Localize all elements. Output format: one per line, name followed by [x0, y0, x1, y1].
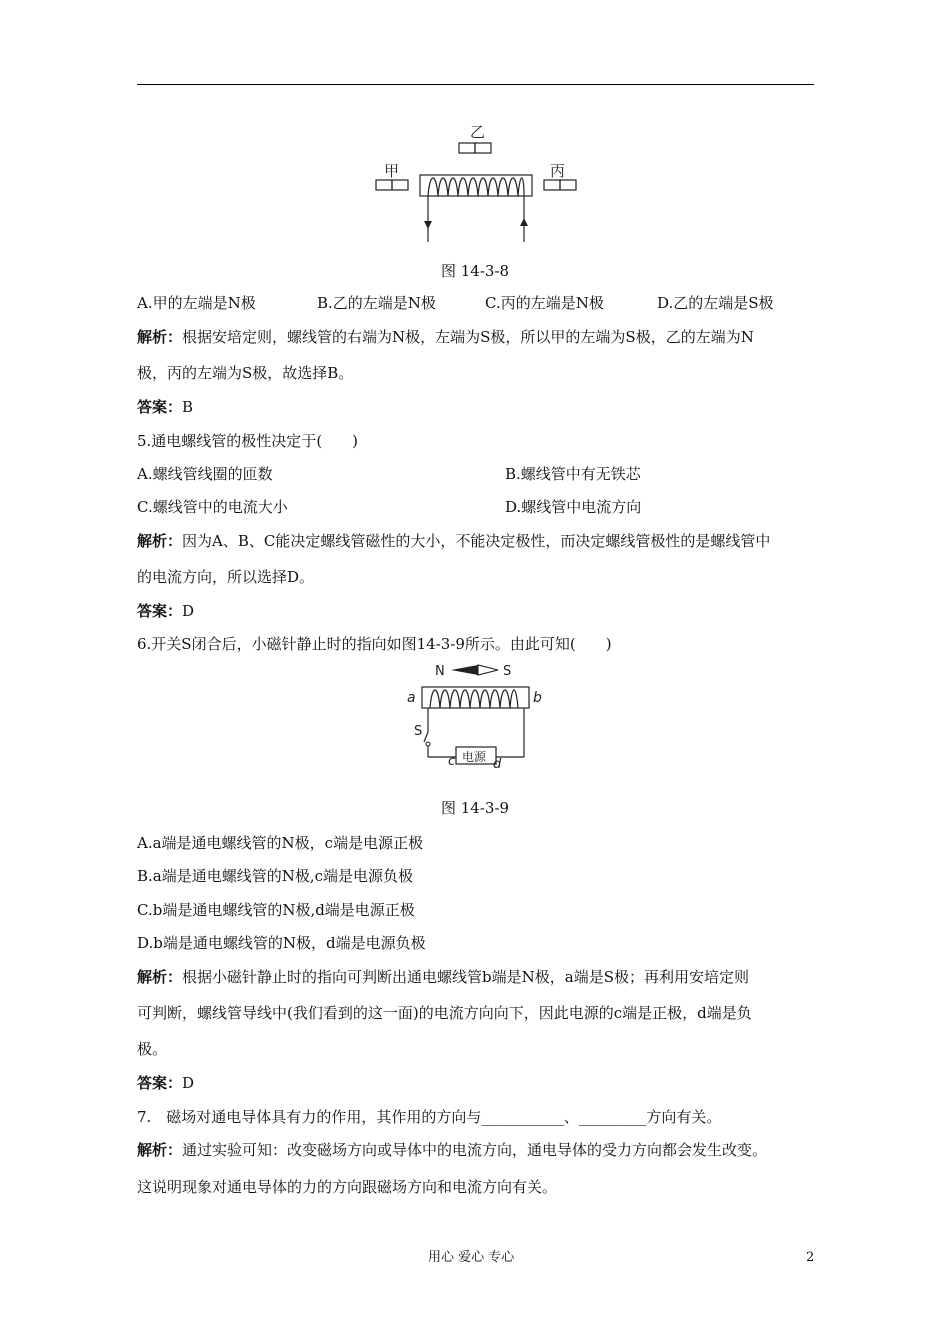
magnet-yi-right: [475, 143, 491, 153]
q5-option-d: D.螺线管中电流方向: [505, 498, 642, 516]
q6-analysis-line3: 极。: [137, 1040, 168, 1058]
q6-analysis-line2: 可判断，螺线管导线中(我们看到的这一面)的电流方向向下，因此电源的c端是正极，d端是负: [137, 1004, 752, 1022]
q4-option-c: C.丙的左端是N极: [485, 294, 604, 312]
analysis-label: 解析：: [137, 1141, 183, 1159]
caption-14-3-8: 图 14-3-8: [441, 262, 510, 280]
answer-value: B: [182, 398, 194, 416]
q5-analysis-line1: [137, 531, 770, 551]
q4-analysis-text1: 根据安培定则，螺线管的右端为N极，左端为S极，所以甲的左端为S极，乙的左端为N: [182, 328, 754, 346]
q4-option-a: A.甲的左端是N极: [137, 294, 256, 312]
q6-option-d: D.b端是通电螺线管的N极，d端是电源负极: [137, 934, 426, 952]
q7-analysis-line1: [137, 1140, 767, 1160]
q4-analysis-line2: 极，丙的左端为S极，故选择B。: [137, 364, 354, 382]
q4-option-b: B.乙的左端是N极: [317, 294, 436, 312]
magnet-jia-right: [392, 180, 408, 190]
switch-contact: [426, 742, 430, 746]
switch-blade: [424, 732, 428, 742]
figure-14-3-8: [370, 120, 610, 245]
needle-n-label: N: [435, 664, 445, 679]
switch-label: S: [414, 724, 423, 739]
q6-answer: [137, 1073, 194, 1093]
q5-answer: [137, 601, 194, 621]
label-jia: 甲: [384, 162, 400, 180]
magnet-bing-right: [560, 180, 576, 190]
terminal-c-label: c: [448, 754, 456, 769]
q4-answer: [137, 397, 193, 417]
q6-analysis-text1: 根据小磁针静止时的指向可判断出通电螺线管b端是N极，a端是S极；再利用安培定则: [182, 968, 749, 986]
q6-option-c: C.b端是通电螺线管的N极,d端是电源正极: [137, 901, 415, 919]
answer-label: 答案：: [137, 398, 183, 416]
label-bing: 丙: [550, 162, 566, 180]
terminal-d-label: d: [493, 757, 502, 772]
magnet-bing-left: [544, 180, 560, 190]
arrow-down-left: [424, 221, 432, 229]
q6-option-a: A.a端是通电螺线管的N极，c端是电源正极: [137, 834, 424, 852]
answer-label: 答案：: [137, 1074, 183, 1092]
page-number: 2: [806, 1250, 815, 1265]
end-a-label: a: [407, 690, 416, 706]
needle-south-half: [478, 665, 498, 675]
q7-analysis-line2: 这说明现象对通电导体的力的方向跟磁场方向和电流方向有关。: [137, 1178, 558, 1196]
q5-option-b: B.螺线管中有无铁芯: [505, 465, 641, 483]
q6-question: 6.开关S闭合后，小磁针静止时的指向如图14-3-9所示。由此可知( ): [137, 635, 612, 653]
analysis-label: 解析：: [137, 532, 183, 550]
q4-option-d: D.乙的左端是S极: [657, 294, 774, 312]
label-yi: 乙: [470, 123, 486, 141]
q7-analysis-text1: 通过实验可知：改变磁场方向或导体中的电流方向，通电导体的受力方向都会发生改变。: [182, 1141, 768, 1159]
solenoid-coil: [428, 178, 524, 196]
power-source-label: 电源: [462, 750, 487, 764]
arrow-up-right: [520, 218, 528, 226]
needle-north-half: [451, 665, 478, 675]
q6-analysis-line1: [137, 967, 749, 987]
caption-14-3-9: 图 14-3-9: [441, 799, 510, 817]
q5-analysis-line2: 的电流方向，所以选择D。: [137, 568, 315, 586]
solenoid-coil-2: [430, 690, 518, 708]
magnet-yi-left: [459, 143, 475, 153]
analysis-label: 解析：: [137, 968, 183, 986]
q6-option-b: B.a端是通电螺线管的N极,c端是电源负极: [137, 867, 414, 885]
analysis-label: 解析：: [137, 328, 183, 346]
answer-label: 答案：: [137, 602, 183, 620]
q5-option-a: A.螺线管线圈的匝数: [137, 465, 273, 483]
magnet-jia-left: [376, 180, 392, 190]
answer-value: D: [182, 602, 195, 620]
q7-question: 7. 磁场对通电导体具有力的作用，其作用的方向与___________、_________方向有关。: [137, 1108, 722, 1126]
q5-question: 5.通电螺线管的极性决定于( ): [137, 432, 359, 450]
figure-14-3-9: [398, 658, 558, 773]
q5-analysis-text1: 因为A、B、C能决定螺线管磁性的大小，不能决定极性，而决定螺线管极性的是螺线管中: [182, 532, 771, 550]
footer-motto: 用心 爱心 专心: [428, 1250, 515, 1265]
answer-value: D: [182, 1074, 195, 1092]
q4-analysis-line1: [137, 327, 754, 347]
end-b-label: b: [533, 690, 542, 706]
needle-s-label: S: [503, 664, 512, 679]
header-rule: [137, 84, 814, 85]
q5-option-c: C.螺线管中的电流大小: [137, 498, 288, 516]
